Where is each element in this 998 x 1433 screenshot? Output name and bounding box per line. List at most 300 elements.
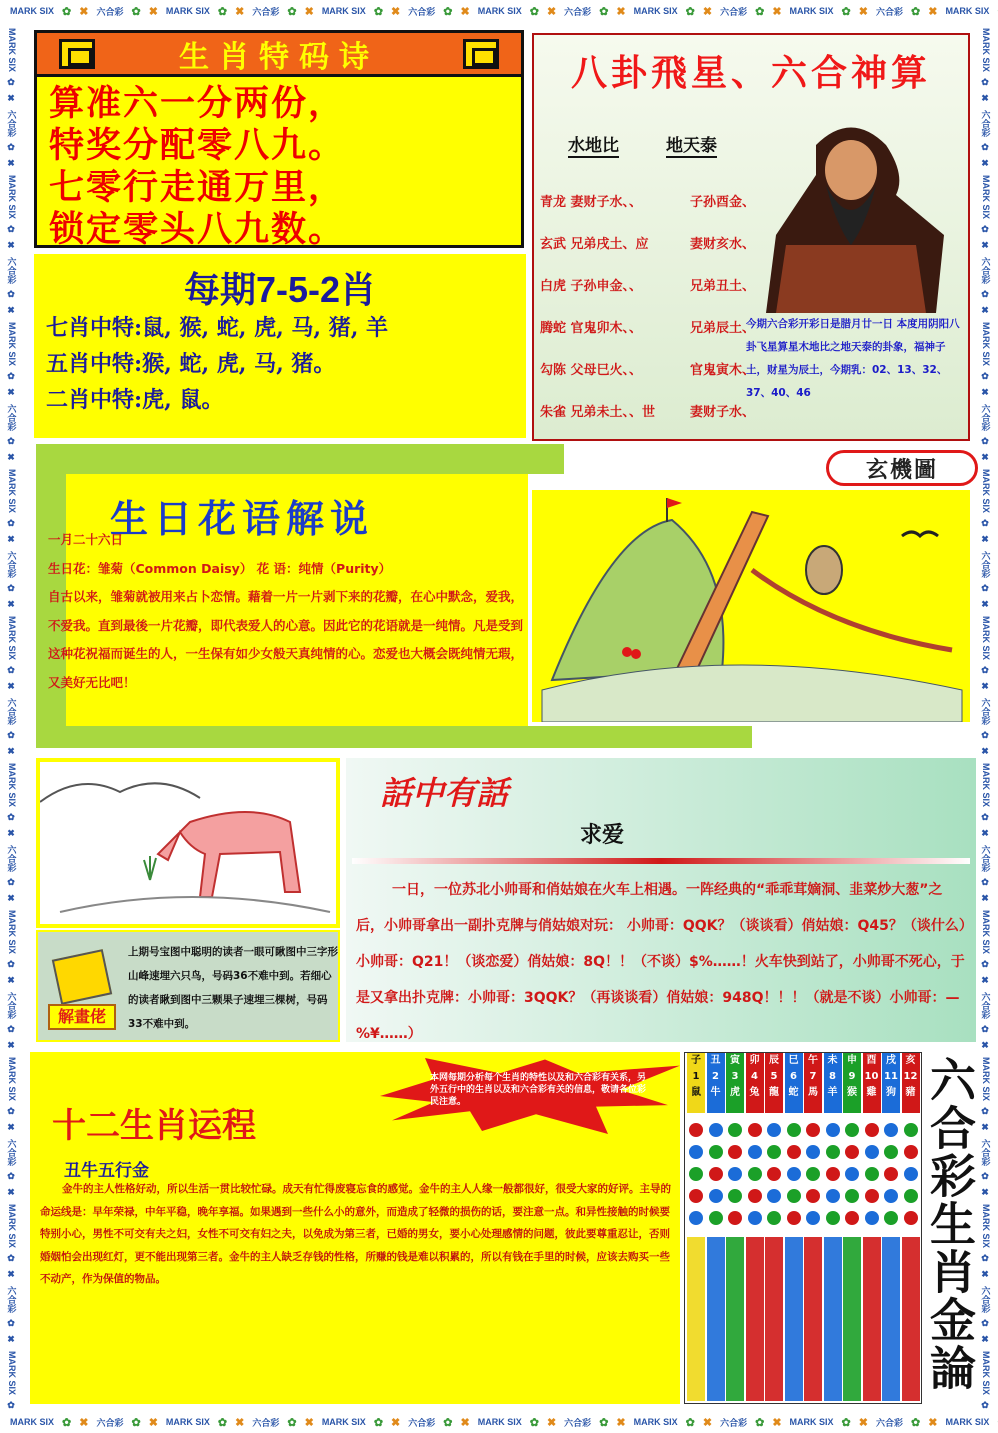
flower-icon: ✿: [7, 290, 17, 301]
cross-icon: ✖: [702, 1416, 713, 1429]
number-ball-icon: [826, 1211, 840, 1225]
flower-icon: ✿: [62, 5, 72, 18]
cross-icon: ✖: [7, 976, 17, 987]
flower-icon: ✿: [287, 1416, 297, 1429]
flower-icon: ✿: [599, 1416, 609, 1429]
flower-icon: ✿: [981, 1172, 991, 1183]
flower-icon: ✿: [981, 143, 991, 154]
number-ball-icon: [865, 1145, 879, 1159]
cross-icon: ✖: [928, 1416, 938, 1429]
frame-brand-text: 六合彩: [6, 698, 17, 726]
table-column: [882, 1053, 900, 1403]
poem-line: 特奖分配零八九。: [49, 125, 346, 166]
number-ball-icon: [787, 1167, 801, 1181]
frame-left-border: [0, 22, 24, 1411]
frame-top-border: [0, 0, 998, 22]
number-ball-icon: [845, 1145, 859, 1159]
frame-brand-text: MARK SIX: [7, 1351, 17, 1396]
number-ball-icon: [884, 1211, 898, 1225]
cross-icon: ✖: [7, 306, 17, 317]
cross-icon: ✖: [546, 5, 557, 18]
cross-icon: ✖: [460, 5, 470, 18]
flower-top-band: [36, 444, 564, 474]
flower-icon: ✿: [443, 5, 453, 18]
frame-brand-text: 六合彩: [6, 257, 17, 285]
cross-icon: ✖: [981, 1335, 991, 1346]
frame-brand-text: MARK SIX: [7, 1057, 17, 1102]
number-ball-icon: [767, 1211, 781, 1225]
number-ball-icon: [728, 1211, 742, 1225]
cross-icon: ✖: [981, 1188, 991, 1199]
cross-icon: ✖: [148, 1416, 158, 1429]
frame-brand-text: 六合彩: [408, 1417, 436, 1428]
frame-brand-text: MARK SIX: [981, 1204, 991, 1249]
flower-bottom-band: [36, 726, 752, 748]
table-header: 卯 4 兔: [746, 1053, 764, 1113]
cross-icon: ✖: [235, 1416, 245, 1429]
number-ball-icon: [787, 1211, 801, 1225]
number-ball-icon: [728, 1145, 742, 1159]
table-header: 午 7 馬: [804, 1053, 822, 1113]
table-header: 巳 6 蛇: [785, 1053, 803, 1113]
number-ball-icon: [748, 1145, 762, 1159]
frame-brand-text: MARK SIX: [7, 28, 17, 73]
flower-icon: ✿: [981, 1401, 991, 1411]
cross-icon: ✖: [981, 241, 991, 252]
cross-icon: ✖: [79, 1416, 89, 1429]
flower-icon: ✿: [131, 5, 141, 18]
number-ball-icon: [767, 1189, 781, 1203]
flower-icon: ✿: [443, 1416, 453, 1429]
cross-icon: ✖: [7, 241, 17, 252]
frame-brand-text: 六合彩: [6, 1286, 17, 1314]
vertical-title: 六合彩生肖金論: [923, 1056, 977, 1392]
flower-name-line: 生日花：雏菊（Common Daisy） 花 语：纯情（Purity）: [48, 560, 392, 576]
number-ball-icon: [728, 1167, 742, 1181]
number-ball-icon: [767, 1145, 781, 1159]
frame-brand-text: 六合彩: [6, 551, 17, 579]
flower-icon: ✿: [981, 1025, 991, 1036]
cross-icon: ✖: [981, 535, 991, 546]
number-ball-icon: [884, 1123, 898, 1137]
flower-icon: ✿: [7, 1401, 17, 1411]
table-column: [902, 1053, 920, 1403]
frame-brand-text: MARK SIX: [7, 616, 17, 661]
cross-icon: ✖: [981, 1123, 991, 1134]
table-footer-cell: [687, 1237, 705, 1401]
frame-brand-text: 六合彩: [564, 6, 592, 17]
flower-icon: ✿: [841, 5, 851, 18]
cross-icon: ✖: [79, 5, 89, 18]
flower-icon: ✿: [7, 731, 17, 742]
cross-icon: ✖: [148, 5, 158, 18]
cross-icon: ✖: [304, 1416, 314, 1429]
frame-brand-text: MARK SIX: [10, 1417, 55, 1427]
number-ball-icon: [709, 1211, 723, 1225]
flower-icon: ✿: [685, 5, 695, 18]
number-ball-icon: [904, 1167, 918, 1181]
frame-brand-text: MARK SIX: [981, 322, 991, 367]
frame-brand-text: 六合彩: [875, 6, 903, 17]
bagua-row: 勾陈 父母巳火、、 官鬼寅木、: [540, 363, 756, 378]
flower-icon: ✿: [131, 1416, 141, 1429]
number-ball-icon: [865, 1123, 879, 1137]
cross-icon: ✖: [981, 829, 991, 840]
five-zodiac-line: 五肖中特:猴, 蛇, 虎, 马, 猪。: [46, 351, 336, 377]
flower-icon: ✿: [981, 372, 991, 383]
riddle-text: 上期号宝图中聪明的读者一眼可瞅图中三字形山峰速埋六只鸟，号码36不难中到。若细心的读者瞅到图中三颗果子速埋三棵树，号码33不难中到。: [128, 946, 338, 1030]
cross-icon: ✖: [7, 535, 17, 546]
flower-title: 生日花语解说: [110, 496, 375, 541]
flower-icon: ✿: [529, 5, 539, 18]
table-header: 酉 10 雞: [863, 1053, 881, 1113]
frame-brand-text: 六合彩: [564, 1417, 592, 1428]
frame-brand-text: MARK SIX: [165, 1417, 210, 1427]
flower-icon: ✿: [981, 1319, 991, 1330]
frame-brand-text: MARK SIX: [7, 469, 17, 514]
table-footer-cell: [902, 1237, 920, 1401]
flower-icon: ✿: [7, 666, 17, 677]
frame-brand-text: MARK SIX: [7, 763, 17, 808]
frame-brand-text: MARK SIX: [981, 1057, 991, 1102]
story-subtitle: 求爱: [580, 822, 625, 848]
frame-brand-text: MARK SIX: [981, 175, 991, 220]
frame-brand-text: MARK SIX: [7, 175, 17, 220]
cross-icon: ✖: [7, 94, 17, 105]
frame-brand-text: MARK SIX: [10, 6, 55, 16]
flower-icon: ✿: [7, 584, 17, 595]
poem-line: 锁定零头八九数。: [49, 209, 346, 250]
bagua-row: 腾蛇 官鬼卯木、、 兄弟辰土、: [540, 321, 756, 336]
flower-icon: ✿: [7, 78, 17, 89]
owl-tree-illustration: [532, 490, 970, 722]
cross-icon: ✖: [235, 5, 245, 18]
number-ball-icon: [767, 1123, 781, 1137]
frame-brand-text: 六合彩: [980, 698, 991, 726]
frame-brand-text: 六合彩: [980, 992, 991, 1020]
two-zodiac-line: 二肖中特:虎, 鼠。: [46, 387, 224, 413]
flower-icon: ✿: [981, 1254, 991, 1265]
number-ball-icon: [748, 1189, 762, 1203]
table-footer-cell: [707, 1237, 725, 1401]
table-header: 丑 2 牛: [707, 1053, 725, 1113]
table-footer-cell: [746, 1237, 764, 1401]
frame-brand-text: 六合彩: [875, 1417, 903, 1428]
cross-icon: ✖: [391, 1416, 401, 1429]
table-header: 辰 5 龍: [765, 1053, 783, 1113]
flower-icon: ✿: [841, 1416, 851, 1429]
frame-brand-text: MARK SIX: [945, 6, 990, 16]
hexagram-left-label: 水地比: [568, 131, 619, 158]
flower-icon: ✿: [981, 290, 991, 301]
flower-icon: ✿: [981, 960, 991, 971]
cross-icon: ✖: [981, 894, 991, 905]
flower-icon: ✿: [685, 1416, 695, 1429]
cross-icon: ✖: [7, 894, 17, 905]
table-footer-cell: [843, 1237, 861, 1401]
cross-icon: ✖: [304, 5, 314, 18]
cross-icon: ✖: [981, 388, 991, 399]
cross-icon: ✖: [460, 1416, 470, 1429]
riddle-badge: 解畫佬: [48, 1004, 116, 1030]
flower-icon: ✿: [7, 225, 17, 236]
number-ball-icon: [845, 1167, 859, 1181]
story-divider: [352, 858, 970, 864]
frame-icon: [59, 39, 95, 69]
cross-icon: ✖: [391, 5, 401, 18]
table-footer-cell: [863, 1237, 881, 1401]
story-title: 話中有話: [380, 774, 509, 812]
frame-brand-text: 六合彩: [980, 1139, 991, 1167]
number-ball-icon: [787, 1123, 801, 1137]
number-ball-icon: [806, 1211, 820, 1225]
cross-icon: ✖: [858, 5, 868, 18]
flower-icon: ✿: [981, 731, 991, 742]
frame-bottom-border: [0, 1411, 998, 1433]
cross-icon: ✖: [7, 1335, 17, 1346]
table-header: 申 9 猴: [843, 1053, 861, 1113]
flower-icon: ✿: [7, 143, 17, 154]
flower-icon: ✿: [981, 813, 991, 824]
zodiac-table: [684, 1052, 922, 1404]
cross-icon: ✖: [7, 829, 17, 840]
number-ball-icon: [845, 1189, 859, 1203]
sage-figure-illustration: [756, 115, 946, 315]
frame-brand-text: MARK SIX: [981, 910, 991, 955]
flower-icon: ✿: [287, 5, 297, 18]
cross-icon: ✖: [7, 747, 17, 758]
number-ball-icon: [845, 1211, 859, 1225]
number-ball-icon: [826, 1123, 840, 1137]
frame-brand-text: MARK SIX: [981, 763, 991, 808]
poem-title: 生肖特码诗: [179, 39, 379, 75]
number-ball-icon: [689, 1167, 703, 1181]
number-ball-icon: [806, 1189, 820, 1203]
frame-brand-text: MARK SIX: [981, 616, 991, 661]
flower-icon: ✿: [981, 666, 991, 677]
cross-icon: ✖: [7, 1270, 17, 1281]
frame-brand-text: 六合彩: [6, 1139, 17, 1167]
frame-brand-text: 六合彩: [720, 1417, 748, 1428]
number-ball-icon: [884, 1145, 898, 1159]
burst-text: 本网每期分析每个生肖的特性以及和六合彩有关系，另外五行中的生肖以及和六合彩有关的信息，敬请各位彩民注意。: [430, 1073, 647, 1107]
flower-icon: ✿: [911, 1416, 921, 1429]
cross-icon: ✖: [981, 1041, 991, 1052]
table-column: [863, 1053, 881, 1403]
luck-title: 十二生肖运程: [52, 1106, 256, 1146]
frame-brand-text: 六合彩: [96, 6, 124, 17]
flower-icon: ✿: [599, 5, 609, 18]
cross-icon: ✖: [981, 600, 991, 611]
number-ball-icon: [709, 1123, 723, 1137]
number-ball-icon: [865, 1211, 879, 1225]
frame-brand-text: 六合彩: [980, 404, 991, 432]
frame-brand-text: MARK SIX: [477, 1417, 522, 1427]
flower-icon: ✿: [7, 878, 17, 889]
flower-icon: ✿: [217, 1416, 228, 1429]
number-ball-icon: [865, 1189, 879, 1203]
cross-icon: ✖: [7, 1123, 17, 1134]
number-ball-icon: [884, 1189, 898, 1203]
cross-icon: ✖: [981, 306, 991, 317]
frame-brand-text: MARK SIX: [321, 1417, 366, 1427]
number-ball-icon: [787, 1189, 801, 1203]
bagua-row: 朱雀 兄弟未土、、世 妻财子水、: [540, 405, 756, 420]
table-column: [765, 1053, 783, 1403]
table-footer-cell: [765, 1237, 783, 1401]
fable-illustration-panel: [532, 490, 970, 722]
frame-brand-text: MARK SIX: [981, 469, 991, 514]
table-footer-cell: [824, 1237, 842, 1401]
number-ball-icon: [689, 1145, 703, 1159]
frame-brand-text: MARK SIX: [7, 910, 17, 955]
cross-icon: ✖: [772, 1416, 782, 1429]
poem-line: 算准六一分两份，: [49, 83, 346, 124]
number-ball-icon: [728, 1189, 742, 1203]
number-ball-icon: [689, 1189, 703, 1203]
flower-icon: ✿: [981, 878, 991, 889]
table-footer-cell: [882, 1237, 900, 1401]
flower-icon: ✿: [7, 1172, 17, 1183]
number-ball-icon: [826, 1167, 840, 1181]
number-ball-icon: [806, 1145, 820, 1159]
table-footer-cell: [726, 1237, 744, 1401]
number-ball-icon: [904, 1211, 918, 1225]
bagua-note: 今期六合彩开彩日是腊月廿一日 本度用阴阳八卦飞星算星木地比之地天泰的卦象，福神子土，财星为辰土，今期乳：02、13、32、37、40、46: [746, 318, 960, 399]
story-body: 一日，一位苏北小帅哥和俏姑娘在火车上相遇。一阵经典的“乖乖茸嫡洞、韭菜炒大葱”之后，小帅哥拿出一副扑克牌与俏姑娘对玩： 小帅哥：QQK？（谈谈看）俏姑娘：Q45？（谈什么）小帅哥：Q21！（谈恋爱）俏姑娘：8Q！！（不谈）$%……！火车快到站了，小帅哥不死心，于是又拿出扑克牌：小帅哥：3QQK？（再谈谈看）俏姑娘：948Q！！！（就是不谈）小帅哥：—%¥……）: [356, 882, 966, 1042]
number-ball-icon: [767, 1167, 781, 1181]
flower-icon: ✿: [7, 960, 17, 971]
table-column: [746, 1053, 764, 1403]
table-column: [843, 1053, 861, 1403]
frame-brand-text: 六合彩: [408, 6, 436, 17]
table-column: [804, 1053, 822, 1403]
bagua-row: 青龙 妻财子水、、 子孙酉金、: [540, 195, 756, 210]
prediction-panel: [34, 254, 526, 438]
number-ball-icon: [689, 1211, 703, 1225]
frame-brand-text: MARK SIX: [789, 6, 834, 16]
number-ball-icon: [748, 1123, 762, 1137]
table-header: 寅 3 虎: [726, 1053, 744, 1113]
bagua-row: 白虎 子孙申金、、 兄弟丑土、: [540, 279, 756, 294]
number-ball-icon: [709, 1189, 723, 1203]
frame-brand-text: MARK SIX: [633, 1417, 678, 1427]
flower-icon: ✿: [7, 1254, 17, 1265]
frame-brand-text: 六合彩: [6, 110, 17, 138]
luck-body: 金牛的主人性格好动，所以生活一贯比较忙碌。成天有忙得废寝忘食的感觉。金牛的主人人缘一般都很好，很受大家的好评。主导的命运线是：早年荣禄，中年平稳，晚年享福。如果遇到一些什么小的意外，而造成了轻微的损伤的话，要注意一点。和异性接触的时候要特别小心，男性不可交有夫之妇，女性不可交有妇之夫，以免成为第三者，已婚的男女，要小心处理感情的问题，彼此要尊重忍让，否则婚姻怕会出现红灯，更不能出现第三者。金牛的主人缺乏存钱的性格，所赚的钱是难以积累的，所以有钱在手里的时候，应该去购买一些不动产，作为保值的物品。: [40, 1183, 671, 1285]
cross-icon: ✖: [702, 5, 713, 18]
flower-icon: ✿: [7, 437, 17, 448]
frame-brand-text: 六合彩: [980, 1286, 991, 1314]
horse-illustration-panel: [36, 758, 340, 928]
table-footer-cell: [785, 1237, 803, 1401]
flower-icon: ✿: [981, 519, 991, 530]
cross-icon: ✖: [546, 1416, 557, 1429]
cross-icon: ✖: [858, 1416, 868, 1429]
table-column: [785, 1053, 803, 1403]
frame-brand-text: 六合彩: [6, 845, 17, 873]
number-ball-icon: [884, 1167, 898, 1181]
flower-icon: ✿: [755, 5, 765, 18]
cross-icon: ✖: [7, 159, 17, 170]
frame-brand-text: MARK SIX: [789, 1417, 834, 1427]
flower-icon: ✿: [217, 5, 228, 18]
frame-brand-text: 六合彩: [980, 845, 991, 873]
poem-line: 七零行走通万里，: [49, 167, 346, 208]
frame-brand-text: MARK SIX: [7, 322, 17, 367]
cross-icon: ✖: [7, 1041, 17, 1052]
frame-brand-text: 六合彩: [6, 404, 17, 432]
frame-brand-text: 六合彩: [252, 1417, 280, 1428]
horse-illustration: [40, 762, 336, 924]
frame-brand-text: MARK SIX: [321, 6, 366, 16]
frame-brand-text: MARK SIX: [981, 28, 991, 73]
cross-icon: ✖: [981, 94, 991, 105]
cross-icon: ✖: [928, 5, 938, 18]
table-column: [707, 1053, 725, 1403]
flower-icon: ✿: [7, 372, 17, 383]
table-header: 亥 12 豬: [902, 1053, 920, 1113]
table-column: [687, 1053, 705, 1403]
cross-icon: ✖: [7, 600, 17, 611]
luck-subtitle: 丑牛五行金: [64, 1161, 149, 1181]
scroll-icon: [52, 949, 112, 1005]
number-ball-icon: [748, 1211, 762, 1225]
flower-description: 自古以来，雏菊就被用来占卜恋情。藉着一片一片剥下来的花瓣，在心中默念，爱我，不爱我。直到最後一片花瓣，即代表爱人的心意。因此它的花语就是一纯情。凡是受到这种花祝福而诞生的人，一生保有如少女般天真纯情的心。恋爱也大概会既纯情无瑕，又美好无比吧！: [48, 589, 524, 690]
number-ball-icon: [904, 1189, 918, 1203]
frame-brand-text: 六合彩: [980, 257, 991, 285]
table-header: 未 8 羊: [824, 1053, 842, 1113]
frame-brand-text: 六合彩: [96, 1417, 124, 1428]
flower-icon: ✿: [981, 225, 991, 236]
cross-icon: ✖: [7, 453, 17, 464]
number-ball-icon: [845, 1123, 859, 1137]
bagua-panel: [532, 33, 970, 441]
frame-brand-text: MARK SIX: [165, 6, 210, 16]
number-ball-icon: [865, 1167, 879, 1181]
xuanji-badge: 玄機圖: [826, 450, 978, 486]
flower-icon: ✿: [911, 5, 921, 18]
frame-brand-text: MARK SIX: [633, 6, 678, 16]
flower-icon: ✿: [7, 1319, 17, 1330]
number-ball-icon: [826, 1145, 840, 1159]
flower-icon: ✿: [7, 519, 17, 530]
flower-icon: ✿: [981, 437, 991, 448]
flower-icon: ✿: [373, 5, 384, 18]
cross-icon: ✖: [772, 5, 782, 18]
frame-brand-text: MARK SIX: [945, 1417, 990, 1427]
number-ball-icon: [689, 1123, 703, 1137]
table-column: [726, 1053, 744, 1403]
flower-icon: ✿: [62, 1416, 72, 1429]
flower-icon: ✿: [981, 1107, 991, 1118]
frame-icon: [463, 39, 499, 69]
seven-zodiac-line: 七肖中特:鼠, 猴, 蛇, 虎, 马, 猪, 羊: [46, 315, 389, 341]
prediction-title: 每期7-5-2肖: [183, 269, 377, 310]
flower-icon: ✿: [981, 78, 991, 89]
zodiac-poem-panel: [34, 30, 524, 248]
frame-brand-text: 六合彩: [6, 992, 17, 1020]
flower-icon: ✿: [529, 1416, 539, 1429]
cross-icon: ✖: [616, 1416, 626, 1429]
number-ball-icon: [728, 1123, 742, 1137]
frame-brand-text: MARK SIX: [477, 6, 522, 16]
cross-icon: ✖: [616, 5, 626, 18]
flower-icon: ✿: [981, 584, 991, 595]
frame-brand-text: MARK SIX: [981, 1351, 991, 1396]
number-ball-icon: [748, 1167, 762, 1181]
number-ball-icon: [826, 1189, 840, 1203]
